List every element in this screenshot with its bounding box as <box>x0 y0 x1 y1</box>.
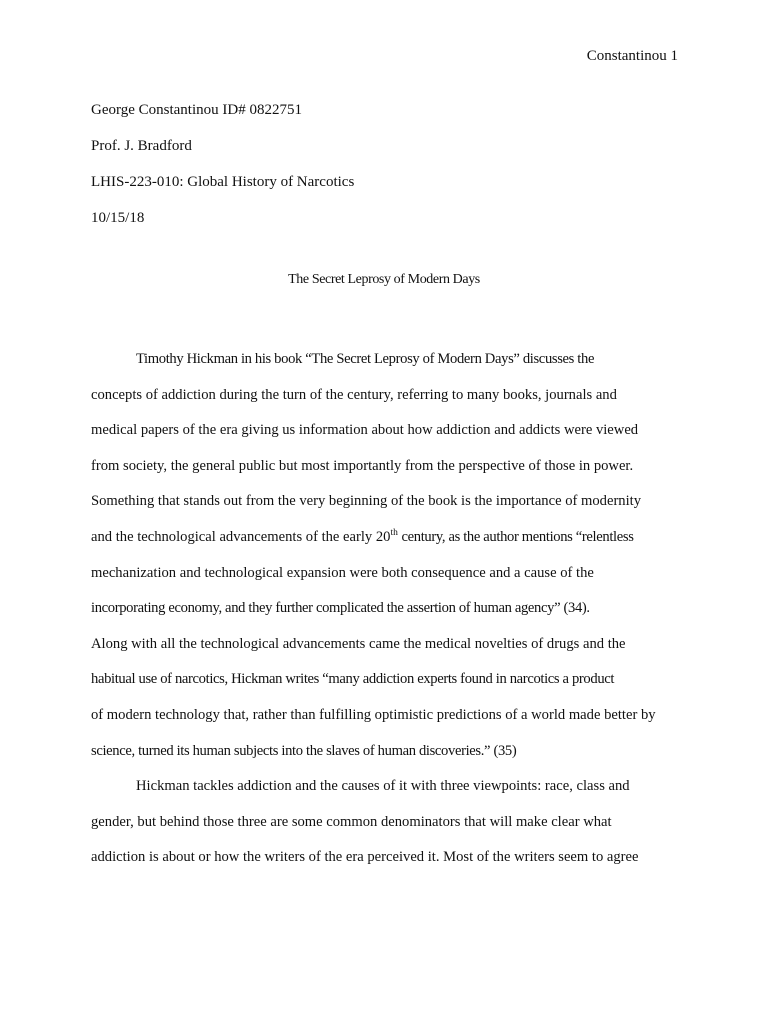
body-line: concepts of addiction during the turn of the century, referring to many books, journals and <box>91 386 617 403</box>
body-line: gender, but behind those three are some common denominators that will make clear what <box>91 813 612 830</box>
body-line: Timothy Hickman in his book “The Secret Leprosy of Modern Days” discusses the <box>136 351 595 367</box>
body-line: Something that stands out from the very beginning of the book is the importance of modernity <box>91 493 642 510</box>
body-line: Along with all the technological advancements came the medical novelties of drugs and the <box>91 635 626 652</box>
body-line: science, turned its human subjects into the slaves of human discoveries.” (35) <box>91 742 517 759</box>
body-line: medical papers of the era giving us information about how addiction and addicts were viewed <box>91 422 639 439</box>
body-line-suffix: century, as the author mentions “relentless <box>401 528 634 545</box>
body-line-with-superscript <box>91 520 681 556</box>
body-line: from society, the general public but most importantly from the perspective of those in power. <box>91 457 634 474</box>
body-line: mechanization and technological expansion were both consequence and a cause of the <box>91 564 594 581</box>
author-line: George Constantinou ID# 0822751 <box>91 102 302 118</box>
superscript-th: th <box>390 528 398 539</box>
running-header: Constantinou 1 <box>586 48 678 64</box>
date-line: 10/15/18 <box>91 210 145 226</box>
body-line: habitual use of narcotics, Hickman writes “many addiction experts found in narcotics a product <box>91 671 615 688</box>
body-line-prefix: and the technological advancements of the early 20 <box>91 528 391 545</box>
body-line: addiction is about or how the writers of the era perceived it. Most of the writers seem to agree <box>91 849 639 866</box>
professor-line: Prof. J. Bradford <box>91 138 192 154</box>
body-line: incorporating economy, and they further complicated the assertion of human agency” (34). <box>91 600 590 617</box>
heading-block <box>91 92 681 236</box>
body-text <box>91 342 681 876</box>
body-line: Hickman tackles addiction and the causes of it with three viewpoints: race, class and <box>136 778 630 795</box>
body-line: of modern technology that, rather than fulfilling optimistic predictions of a world made better by <box>91 706 656 723</box>
paper-title: The Secret Leprosy of Modern Days <box>288 272 480 287</box>
course-line: LHIS-223-010: Global History of Narcotics <box>91 174 355 190</box>
